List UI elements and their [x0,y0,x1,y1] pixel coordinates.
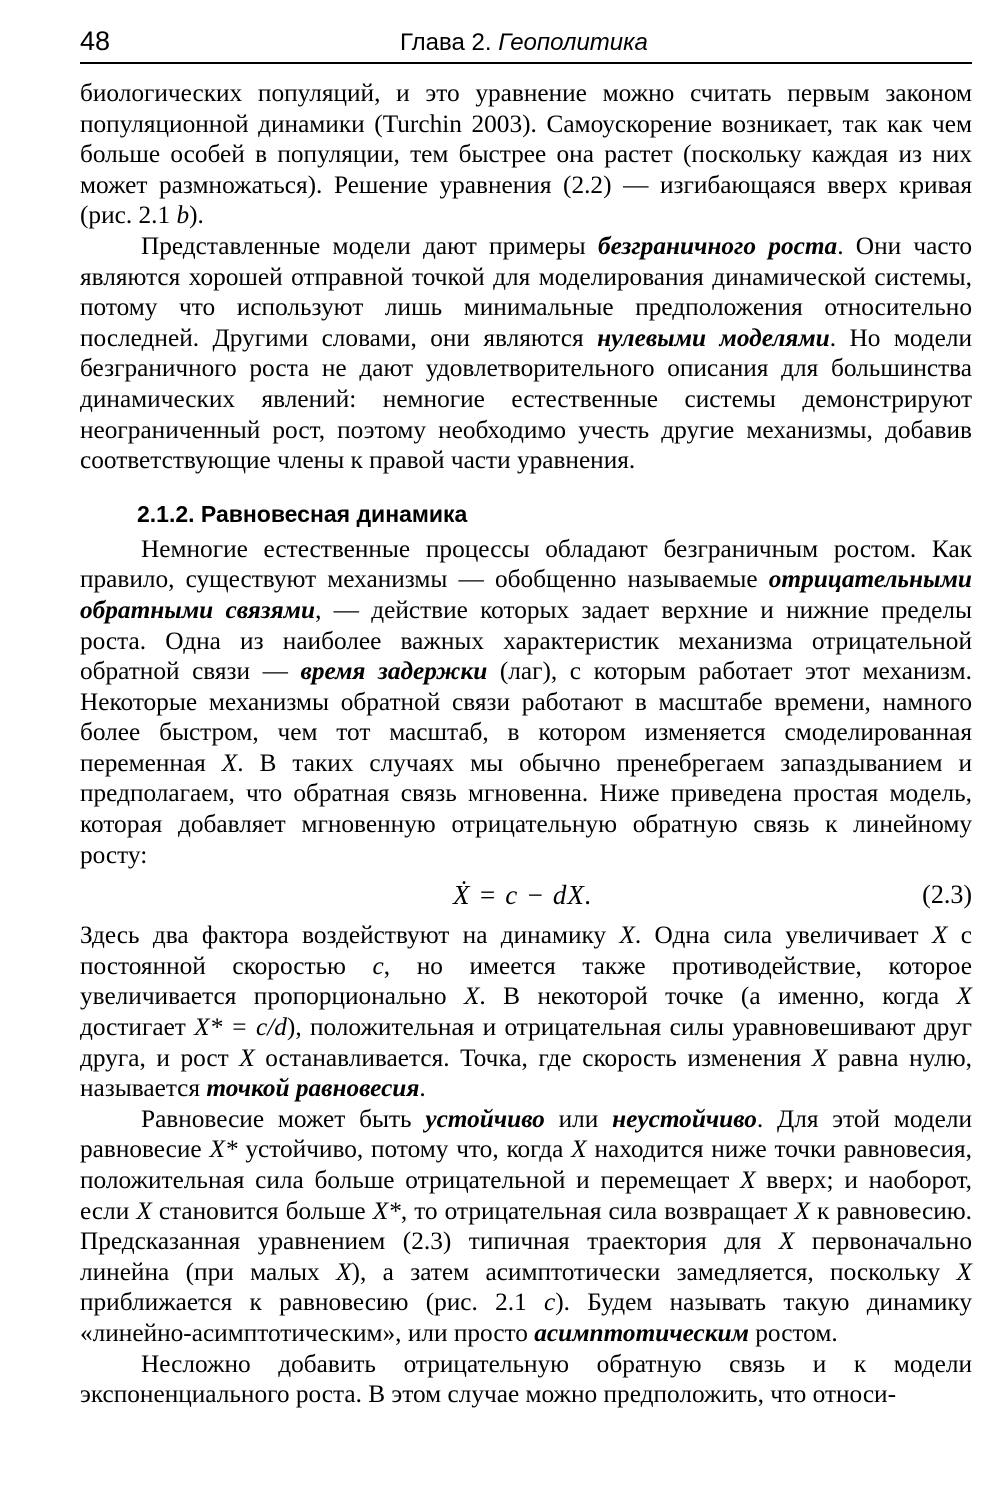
paragraph-5-text-j: первоначально линейна (при малых [80,1227,972,1286]
paragraph-3 [80,534,972,871]
equation-formula: Ẋ = c − dX. [453,880,593,911]
figure-ref-c: c [544,1288,556,1317]
figure-ref-b: b [176,201,190,230]
paragraph-5-text-e: находится ниже точки равновесия, положительная сила больше отрицательной и перемещает [80,1135,973,1194]
paragraph-4-text-g: ), положительная и отрицательная силы уравновешивают друг друга, и рост [80,1013,972,1072]
term-null-models: нулевыми моделями [597,323,830,352]
variable-x: X [740,1166,756,1194]
page-number: 48 [80,26,111,56]
term-negative-feedback: отрицательными обратными связями [80,565,972,624]
variable-x: X [571,1135,587,1164]
variable-c: c [372,951,384,980]
paragraph-5 [80,1104,972,1349]
term-stable: устойчиво [425,1104,545,1133]
term-unbounded-growth: безграничного роста [597,231,838,260]
book-page [80,18,972,1410]
paragraph-4-text-j: . [419,1074,426,1103]
paragraph-4-text-b: . Одна сила увеличивает [634,921,932,950]
paragraph-4-text-d: , но имеется также противодействие, которое увеличивается пропорционально [80,951,972,1011]
paragraph-4-text-h: останавливается. Точка, где скорость изменения [254,1043,812,1072]
paragraph-2-text-c: . Но модели безграничного роста не дают удовлетворительного описания для большинства динамических явлений: немногие естественные системы демонстрируют неограниченный рост, поэтому необходимо учесть другие механизмы, добавив соответствующие члены к правой части уравнения. [80,323,973,475]
paragraph-2-text-a: Представленные модели дают примеры [141,231,598,260]
paragraph-5-text-a: Равновесие может быть [141,1104,426,1133]
term-unstable: неустойчиво [612,1104,757,1133]
section-heading: 2.1.2. Равновесная динамика [137,500,468,527]
paragraph-5-text-l: приближается к равновесию (рис. 2.1 [80,1288,544,1317]
term-asymptotic: асимптотическим [534,1318,749,1347]
chapter-title: Геополитика [498,29,648,56]
variable-x: X [463,982,480,1011]
variable-x-star: X* [209,1135,238,1164]
paragraph-5-text-i: к равновесию. Предсказанная уравнением (2.3) типичная траектория для [80,1196,972,1256]
chapter-label: Глава 2. [400,29,492,56]
variable-x: X [956,1257,972,1286]
paragraph-6 [80,1349,972,1410]
paragraph-5-text-m: ). Будем называть такую динамику «линейно-асимптотическим», или просто [80,1288,972,1347]
paragraph-4-text-a: Здесь два фактора воздействуют на динамику [80,921,620,950]
term-equilibrium-point: точкой равновесия [206,1074,420,1103]
paragraph-5-text-c: . Для этой модели равновесие [80,1104,972,1164]
paragraph-3-text-b: , — действие которых задает верхние и нижние пределы роста. Одна из наиболее важных характеристик механизма отрицательной обратной связи — [80,595,973,686]
variable-x: X [221,748,238,777]
paragraph-5-text-f: вверх; и наоборот, если [80,1166,972,1225]
paragraph-1-end: ). [189,201,204,230]
paragraph-5-text-h: , то отрицательная сила возвращает [400,1196,795,1225]
equilibrium-expression: X* = c/d [194,1013,287,1042]
variable-x: X [136,1196,152,1225]
paragraph-2 [80,231,972,476]
page-header [80,18,972,64]
variable-x: X [239,1043,255,1072]
variable-x: X [619,921,635,950]
running-head [400,29,648,57]
equation-2-3 [80,872,972,920]
paragraph-4-text-e: . В некоторой точке (а именно, когда [479,982,957,1011]
variable-x: X [811,1043,828,1072]
variable-x-star: X* [372,1196,401,1225]
paragraph-4-text-f: достигает [80,1013,195,1042]
paragraph-5-text-d: устойчиво, потому что, когда [237,1135,572,1164]
paragraph-6-text: Несложно добавить отрицательную обратную связь и к модели экспоненциального роста. В этом случае можно предположить, что относи- [80,1349,972,1409]
variable-x: X [956,982,972,1011]
paragraph-4-text-c: с постоянной скоростью [80,921,972,980]
paragraph-5-text-b: или [544,1104,613,1133]
paragraph-3-text-c: (лаг), с которым работает этот механизм. Некоторые механизмы обратной связи работают в масштабе времени, намного более быстром, чем тот масштаб, в котором изменяется смоделированная переменная [80,657,972,777]
variable-x: X [931,921,948,950]
term-delay-time: время задержки [300,657,488,686]
page-body [80,78,972,1410]
paragraph-4-text-i: равна нулю, называется [80,1043,973,1103]
paragraph-1-text: биологических популяций, и это уравнение можно считать первым законом популяционной динамики (Turchin 2003). Самоускорение возникает, так как чем больше особей в популяции, тем быстрее она растет (поскольку каждая из них может размножаться). Решение уравнения (2.2) — изгибающаяся вверх кривая (рис. 2.1 [80,79,972,230]
paragraph-5-text-n: ростом. [748,1318,838,1347]
variable-x: X [336,1257,352,1286]
equation-number: (2.3) [922,880,972,910]
paragraph-2-text-b: . Они часто являются хорошей отправной точкой для моделирования динамической системы, потому что используют лишь минимальные предположения относительно последней. Другими словами, они являются [80,231,972,352]
paragraph-3-text-d: . В таких случаях мы обычно пренебрегаем запаздыванием и предполагаем, что обратная связь мгновенна. Ниже приведена простая модель, которая добавляет мгновенную отрицательную обратную связь к линейному росту: [80,748,972,869]
paragraph-1 [80,78,972,231]
variable-x: X [794,1196,810,1225]
paragraph-5-text-k: ), а затем асимптотически замедляется, поскольку [351,1257,957,1286]
paragraph-4 [80,920,972,1104]
paragraph-5-text-g: становится больше [151,1196,373,1225]
variable-x: X [778,1227,795,1256]
paragraph-3-text-a: Немногие естественные процессы обладают безграничным ростом. Как правило, существуют механизмы — обобщенно называемые [80,534,972,594]
